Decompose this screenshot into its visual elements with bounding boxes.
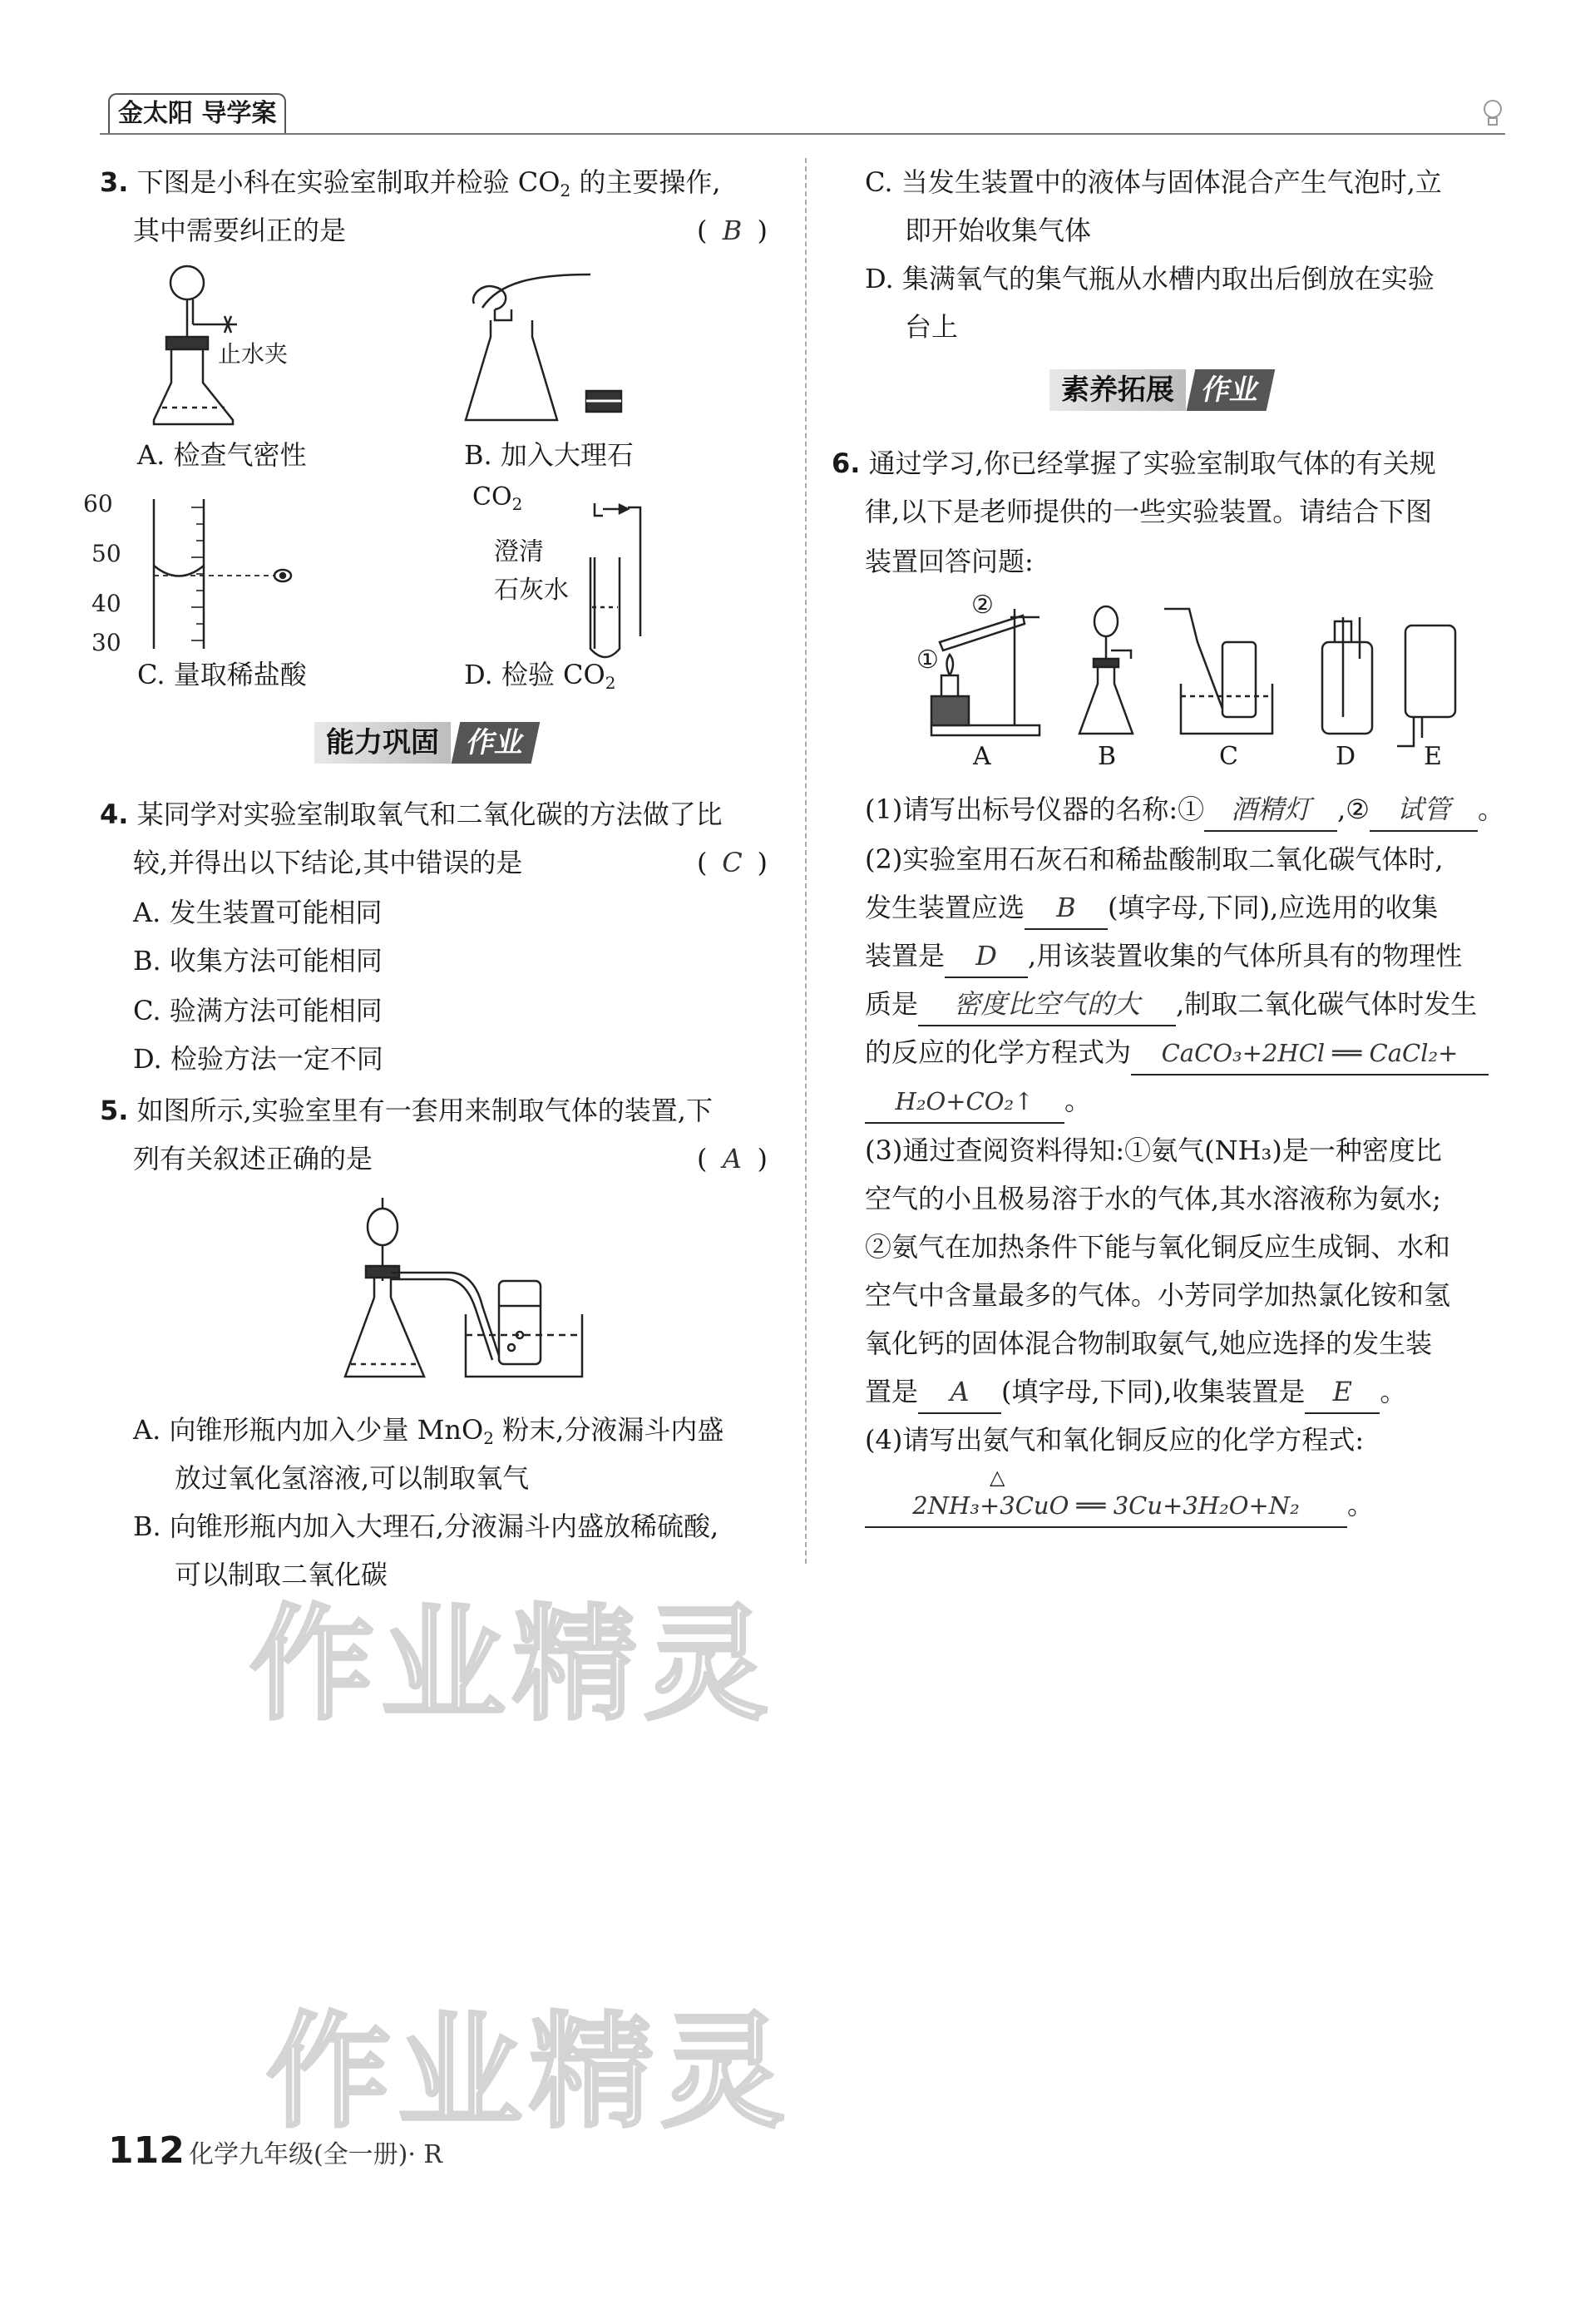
q6-part4-line2: 2NH₃+3CuO ══ 3Cu+3H₂O+N₂ 。: [865, 1481, 1374, 1529]
q5-option-b-line1: B. 向锥形瓶内加入大理石,分液漏斗内盛放稀硫酸,: [133, 1511, 719, 1542]
q5-stem-line1: 5. 如图所示,实验室里有一套用来制取气体的装置,下: [100, 1095, 713, 1126]
q5-option-c-line2: 即开始收集气体: [905, 215, 1092, 246]
q6-part2-line3: 装置是 D ,用该装置收集的气体所具有的物理性: [865, 932, 1462, 980]
q5-option-d-line2: 台上: [905, 311, 959, 343]
q3-caption-d: D. 检验 $CO_2$: [464, 659, 616, 693]
q4-option-b: B. 收集方法可能相同: [133, 945, 383, 977]
q6-stem-line3: 装置回答问题:: [865, 546, 1034, 577]
brand-header: [108, 93, 286, 133]
header-title: 导学案: [201, 99, 277, 128]
tick-label: 30: [91, 629, 121, 656]
q6-part3-line5: 氧化钙的固体混合物制取氨气,她应选择的发生装: [865, 1328, 1433, 1359]
q5-stem-line2: 列有关叙述正确的是: [133, 1143, 373, 1174]
tick-label: 50: [91, 540, 121, 567]
apparatus-label-d: D: [1336, 742, 1356, 771]
q6-apparatus-figure: [906, 592, 1489, 775]
header-rule: [100, 133, 1505, 135]
q6-part3-line6: 置是 A (填字母,下同),收集装置是 E 。: [865, 1367, 1406, 1416]
q6-part2-line1: (2)实验室用石灰石和稀盐酸制取二氧化碳气体时,: [865, 843, 1444, 875]
q6-part3-line3: ②氨气在加热条件下能与氧化铜反应生成铜、水和: [865, 1231, 1451, 1263]
q3-caption-a: A. 检查气密性: [137, 439, 307, 471]
q5-option-a-line2: 放过氧化氢溶液,可以制取氧气: [175, 1462, 530, 1494]
q4-stem-line1: 4. 某同学对实验室制取氧气和二氧化碳的方法做了比: [100, 799, 723, 830]
figure-d-limewater: [590, 503, 640, 657]
apparatus-label-e: E: [1424, 742, 1442, 771]
q3-stem-line2: 其中需要纠正的是: [133, 215, 347, 246]
footer-book-title: 化学九年级(全一册)· R: [188, 2140, 443, 2169]
section-banner-ability: 能力巩固 作业: [314, 722, 536, 764]
q5-gas-apparatus: [341, 1189, 640, 1389]
heat-condition: △: [990, 1466, 1005, 1489]
lightbulb-icon: [1480, 98, 1505, 128]
q4-option-c: C. 验满方法可能相同: [133, 995, 383, 1026]
q5-answer: ( A ): [697, 1143, 768, 1174]
q3-caption-b: B. 加入大理石: [464, 439, 634, 471]
co2-label: $CO_2$: [472, 482, 523, 514]
watermark-bottom: 作业精灵: [266, 2000, 793, 2145]
q4-answer: ( C ): [697, 847, 768, 878]
q6-stem-line1: 6. 通过学习,你已经掌握了实验室制取气体的有关规: [832, 447, 1436, 479]
apparatus-label-b: B: [1098, 742, 1117, 771]
brand-name: 金太阳: [118, 99, 193, 128]
q5-option-d-line1: D. 集满氧气的集气瓶从水槽内取出后倒放在实验: [865, 263, 1435, 294]
q4-option-a: A. 发生装置可能相同: [133, 897, 383, 928]
q6-part4-line1: (4)请写出氨气和氧化铜反应的化学方程式:: [865, 1424, 1365, 1456]
apparatus-label-c: C: [1219, 742, 1238, 771]
q3-stem-line1: 3. 下图是小科在实验室制取并检验 $CO_2$ 的主要操作,: [100, 166, 721, 200]
limewater-label-1: 澄清: [494, 537, 544, 566]
marker-1: ①: [916, 645, 939, 675]
figure-b-marble: [466, 274, 621, 420]
q6-part2-line5: 的反应的化学方程式为 CaCO₃+2HCl ══ CaCl₂+: [865, 1028, 1489, 1076]
q6-part2-line2: 发生装置应选 B (填字母,下同),应选用的收集: [865, 883, 1438, 932]
q6-part3-line4: 空气中含量最多的气体。小芳同学加热氯化铵和氢: [865, 1279, 1451, 1311]
apparatus-label-a: A: [973, 742, 991, 771]
q5-option-a-line1: A. 向锥形瓶内加入少量 MnO$_2$ 粉末,分液漏斗内盛: [133, 1414, 724, 1448]
clip-label: 止水夹: [218, 340, 289, 368]
section-banner-extension: 素养拓展 作业: [1049, 369, 1271, 411]
q6-part3-line2: 空气的小且极易溶于水的气体,其水溶液称为氨水;: [865, 1183, 1441, 1214]
figure-c-cylinder: [154, 499, 291, 649]
tick-label: 60: [83, 490, 113, 517]
q3-caption-c: C. 量取稀盐酸: [137, 659, 307, 690]
page-number: 112: [108, 2129, 185, 2172]
q3-answer: ( B ): [697, 215, 768, 246]
q5-option-b-line2: 可以制取二氧化碳: [175, 1559, 388, 1590]
q6-part3-line1: (3)通过查阅资料得知:①氨气(NH₃)是一种密度比: [865, 1135, 1442, 1166]
q4-option-d: D. 检验方法一定不同: [133, 1043, 383, 1075]
q4-stem-line2: 较,并得出以下结论,其中错误的是: [133, 847, 523, 878]
watermark-top: 作业精灵: [249, 1593, 776, 1738]
q6-part1: (1)请写出标号仪器的名称:① 酒精灯 ,② 试管 。: [865, 785, 1504, 833]
tick-label: 40: [91, 590, 121, 617]
q6-part2-line6: H₂O+CO₂↑ 。: [865, 1076, 1091, 1125]
q6-part2-line4: 质是 密度比空气的大 ,制取二氧化碳气体时发生: [865, 980, 1477, 1028]
q6-stem-line2: 律,以下是老师提供的一些实验装置。请结合下图: [865, 496, 1433, 527]
limewater-label-2: 石灰水: [494, 576, 569, 605]
page-footer: [108, 2129, 442, 2172]
marker-2: ②: [971, 591, 994, 620]
q5-option-c-line1: C. 当发生装置中的液体与固体混合产生气泡时,立: [865, 166, 1442, 198]
